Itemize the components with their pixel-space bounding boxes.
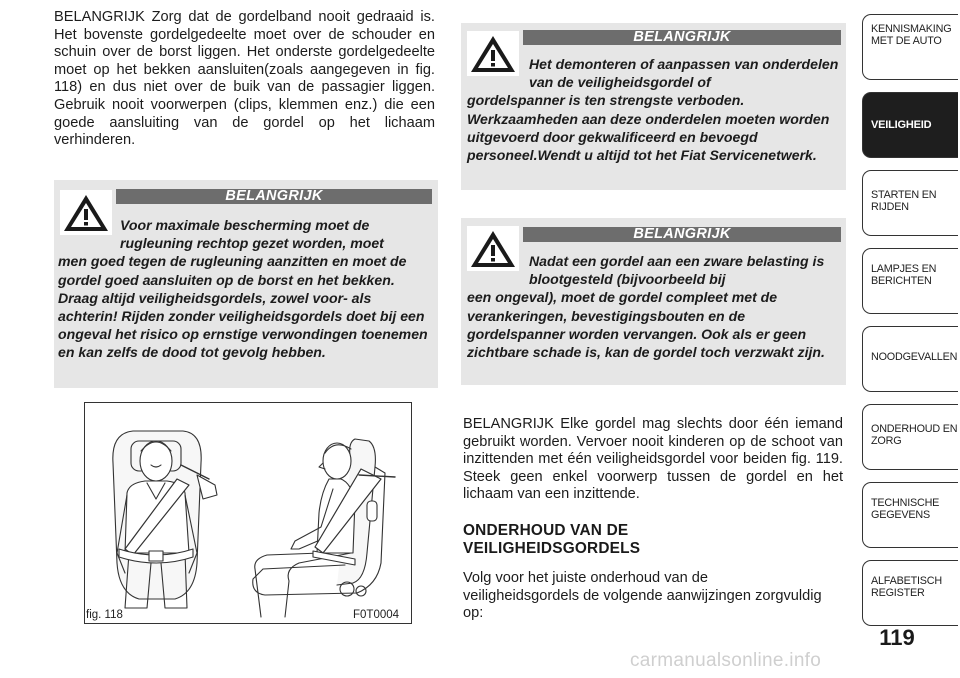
warning-text-first: Voor maximale bescherming moet de rugleuning rechtop gezet worden, moet [120,217,384,252]
warning-text [467,55,843,164]
warning-title-bar: BELANGRIJK [116,189,432,204]
warning-title-bar: BELANGRIJK [523,227,841,242]
warning-text [58,216,434,362]
section-heading: ONDERHOUD VAN DE VEILIGHEIDSGORDELS [463,522,641,557]
tab-lampjes-en-berichten[interactable]: LAMPJES EN BERICHTEN [862,248,958,314]
page-number: 119 [879,625,915,650]
tab-veiligheid[interactable]: VEILIGHEID [862,92,958,158]
warning-box-seating [54,180,438,388]
seatbelt-illustration [85,403,411,623]
paragraph-maintenance-intro: Volg voor het juiste onderhoud van de veiligheidsgordels de volgende aanwijzingen zorgvuldig op: [463,570,822,622]
tab-starten-en-rijden[interactable]: STARTEN EN RIJDEN [862,170,958,236]
tab-onderhoud-en-zorg[interactable]: ONDERHOUD EN ZORG [862,404,958,470]
chapter-sidebar [856,14,960,620]
tab-noodgevallen[interactable]: NOODGEVALLEN [862,326,958,392]
tab-kennismaking[interactable]: KENNISMAKING MET DE AUTO [862,14,958,80]
tab-alfabetisch-register[interactable]: ALFABETISCH REGISTER [862,560,958,626]
warning-text-first: Het demonteren of aanpassen van onderdelen van de veiligheidsgordel of [529,56,839,91]
watermark: carmanualsonline.info [630,650,822,671]
intro-paragraph: BELANGRIJK Zorg dat de gordelband nooit gedraaid is. Het bovenste gordelgedeelte moet over de schouder en schuin over de borst liggen. Het onderste gordelgedeelte moet op het bekken aansluiten(zoals aangegeven in fig. 118) en dus niet over de buik van de passagier liggen. Gebruik nooit voorwerpen (clips, klemmen enz.) die een goede aansluiting van de gordel op het lichaam verhinderen. [54,9,435,149]
tab-technische-gegevens[interactable]: TECHNISCHE GEGEVENS [862,482,958,548]
figure-seatbelt-illustration [84,402,412,624]
warning-title-bar: BELANGRIJK [523,30,841,45]
figure-label: fig. 118 [86,609,123,621]
warning-text [467,252,843,361]
warning-text-rest: men goed tegen de rugleuning aanzitten en moet de gordel goed aansluiten op de borst en het bekken. Draag altijd veiligheidsgordels, zowel voor- als achterin! Rijden zonder veiligheidsgordels doet bij een ongeval het risico op ernstige verwondingen toenemen en kan zelfs de dood tot gevolg hebben. [58,253,428,361]
warning-text-rest: gordelspanner is ten strengste verboden. Werkzaamheden aan deze onderdelen moeten worden uitgevoerd door gekwalificeerd en bevoegd personeel.Wendt u altijd tot het Fiat Servicenetwerk. [467,92,830,164]
warning-text-first: Nadat een gordel aan een zware belasting is blootgesteld (bijvoorbeeld bij [529,253,825,288]
warning-box-replacement [461,218,846,385]
figure-code: F0T0004 [353,609,400,621]
warning-box-tampering [461,23,846,190]
paragraph-one-person-per-belt: BELANGRIJK Elke gordel mag slechts door één iemand gebruikt worden. Vervoer nooit kinderen op de schoot van inzittenden met één veiligheidsgordel voor beiden fig. 119. Steek geen enkel voorwerp tussen de gordel en het lichaam van een inzittende. [463,416,843,503]
warning-text-rest: een ongeval), moet de gordel compleet met de verankeringen, bevestigingsbouten en de gordelspanner worden vervangen. Ook als er geen zichtbare schade is, kan de gordel toch verzwakt zijn. [467,289,825,361]
